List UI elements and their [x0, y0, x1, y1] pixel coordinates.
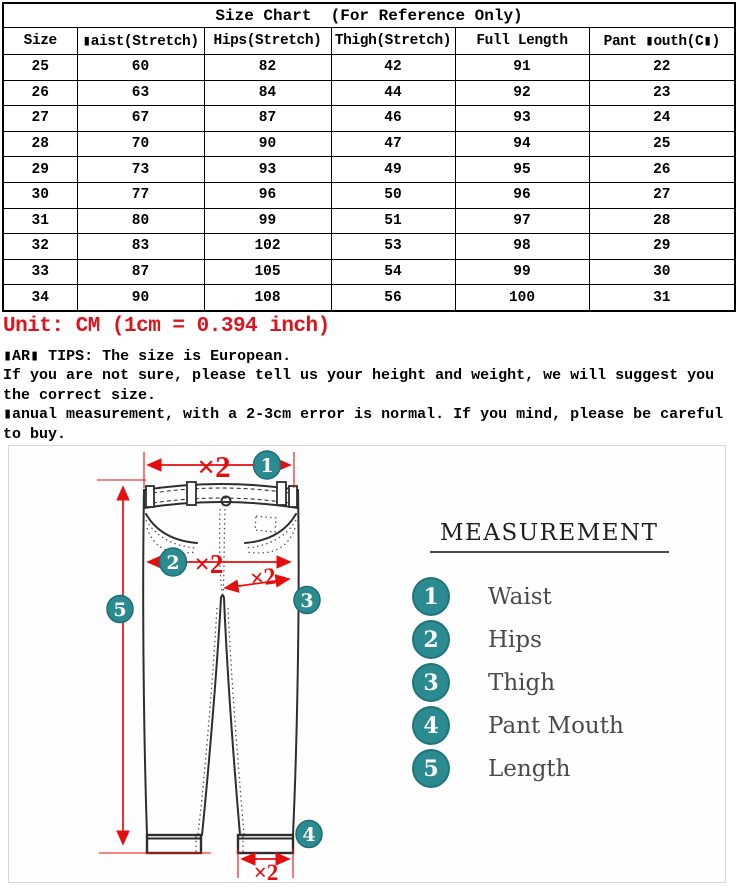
table-cell: 80 — [77, 208, 204, 234]
table-cell: 95 — [455, 157, 589, 183]
thigh-dimension — [225, 564, 289, 593]
legend-item-label: Thigh — [488, 669, 556, 696]
warm-tips — [3, 347, 723, 444]
column-header: Size — [3, 28, 77, 55]
table-cell: 63 — [77, 80, 204, 106]
table-row — [3, 285, 735, 311]
table-cell: 33 — [3, 259, 77, 285]
table-title: Size Chart (For Reference Only) — [3, 3, 735, 28]
pants-measurement-diagram — [8, 445, 726, 883]
legend-number-badge: 2 — [412, 620, 450, 659]
table-cell: 90 — [204, 131, 331, 157]
legend-number-badge: 3 — [412, 663, 450, 702]
column-header: Pant ▮outh(C▮) — [589, 28, 735, 55]
table-cell: 26 — [3, 80, 77, 106]
table-row — [3, 80, 735, 106]
table-cell: 42 — [331, 55, 455, 81]
table-cell: 44 — [331, 80, 455, 106]
table-row — [3, 234, 735, 260]
waist-multiplier-label: ×2 — [197, 449, 231, 484]
table-title-row — [3, 3, 735, 28]
hips-multiplier-label: ×2 — [194, 549, 224, 579]
table-cell: 93 — [455, 106, 589, 132]
table-cell: 34 — [3, 285, 77, 311]
table-row — [3, 259, 735, 285]
table-cell: 82 — [204, 55, 331, 81]
table-cell: 25 — [589, 131, 735, 157]
thigh-badge-number: 3 — [300, 590, 314, 612]
tips-line: to buy. — [3, 425, 67, 443]
table-cell: 56 — [331, 285, 455, 311]
unit-note: Unit: CM (1cm = 0.394 inch) — [3, 315, 330, 338]
pant-mouth-badge-number: 4 — [302, 824, 316, 846]
table-cell: 51 — [331, 208, 455, 234]
tips-line: the correct size. — [3, 386, 157, 404]
table-cell: 90 — [77, 285, 204, 311]
table-cell: 26 — [589, 157, 735, 183]
table-cell: 49 — [331, 157, 455, 183]
table-cell: 83 — [77, 234, 204, 260]
table-cell: 53 — [331, 234, 455, 260]
table-row — [3, 208, 735, 234]
header-row — [3, 28, 735, 55]
table-cell: 96 — [204, 182, 331, 208]
column-header: Full Length — [455, 28, 589, 55]
table-cell: 91 — [455, 55, 589, 81]
tips-line: If you are not sure, please tell us your height and weight, we will suggest you — [3, 367, 715, 385]
waist-badge-number: 1 — [260, 455, 274, 477]
table-cell: 99 — [204, 208, 331, 234]
pant-mouth-badge — [296, 821, 322, 848]
legend-number-badge: 4 — [412, 706, 450, 745]
tips-line: ▮AR▮ TIPS: The size is European. — [3, 348, 292, 365]
table-row — [3, 182, 735, 208]
table-row — [3, 55, 735, 81]
table-cell: 73 — [77, 157, 204, 183]
legend-item-label: Waist — [488, 583, 552, 610]
table-cell: 87 — [204, 106, 331, 132]
table-cell: 47 — [331, 131, 455, 157]
table-cell: 24 — [589, 106, 735, 132]
table-cell: 102 — [204, 234, 331, 260]
hips-badge — [160, 548, 187, 576]
table-cell: 94 — [455, 131, 589, 157]
length-dimension — [97, 480, 211, 853]
table-cell: 31 — [3, 208, 77, 234]
column-header: Thigh(Stretch) — [331, 28, 455, 55]
table-cell: 46 — [331, 106, 455, 132]
table-cell: 93 — [204, 157, 331, 183]
table-cell: 28 — [3, 131, 77, 157]
legend-item — [412, 661, 624, 704]
length-badge-number: 5 — [113, 599, 127, 621]
tips-line: ▮anual measurement, with a 2-3cm error is normal. If you mind, please be careful — [3, 406, 724, 424]
hips-badge-number: 2 — [166, 552, 180, 574]
table-cell: 87 — [77, 259, 204, 285]
table-cell: 108 — [204, 285, 331, 311]
table-cell: 96 — [455, 182, 589, 208]
column-header: Hips(Stretch) — [204, 28, 331, 55]
column-header: ▮aist(Stretch) — [77, 28, 204, 55]
table-cell: 27 — [3, 106, 77, 132]
table-cell: 27 — [589, 182, 735, 208]
legend-item-label: Pant Mouth — [488, 712, 624, 739]
table-cell: 29 — [589, 234, 735, 260]
legend-item-label: Hips — [488, 626, 542, 653]
table-cell: 29 — [3, 157, 77, 183]
table-cell: 22 — [589, 55, 735, 81]
table-cell: 100 — [455, 285, 589, 311]
measurement-legend-list — [412, 575, 624, 790]
table-row — [3, 131, 735, 157]
table-cell: 84 — [204, 80, 331, 106]
table-row — [3, 106, 735, 132]
table-cell: 23 — [589, 80, 735, 106]
table-cell: 28 — [589, 208, 735, 234]
length-badge — [107, 596, 133, 623]
table-cell: 54 — [331, 259, 455, 285]
table-cell: 70 — [77, 131, 204, 157]
table-cell: 60 — [77, 55, 204, 81]
legend-item — [412, 747, 624, 790]
legend-item-label: Length — [488, 755, 571, 782]
waist-badge — [254, 451, 281, 479]
legend-item — [412, 704, 624, 747]
table-cell: 32 — [3, 234, 77, 260]
table-cell: 67 — [77, 106, 204, 132]
table-cell: 77 — [77, 182, 204, 208]
measurement-legend-title: MEASUREMENT — [430, 520, 669, 553]
table-cell: 99 — [455, 259, 589, 285]
pant-mouth-multiplier-label: ×2 — [253, 860, 279, 884]
table-cell: 50 — [331, 182, 455, 208]
legend-number-badge: 5 — [412, 749, 450, 788]
thigh-badge — [294, 587, 320, 614]
pants-outline-group — [143, 482, 298, 853]
table-cell: 105 — [204, 259, 331, 285]
pant-mouth-dimension — [238, 849, 293, 884]
legend-number-badge: 1 — [412, 577, 450, 616]
table-cell: 92 — [455, 80, 589, 106]
table-cell: 31 — [589, 285, 735, 311]
table-cell: 30 — [3, 182, 77, 208]
legend-item — [412, 618, 624, 661]
table-row — [3, 157, 735, 183]
size-table — [2, 2, 736, 312]
table-cell: 97 — [455, 208, 589, 234]
table-cell: 98 — [455, 234, 589, 260]
legend-item — [412, 575, 624, 618]
table-body — [3, 55, 735, 311]
table-cell: 30 — [589, 259, 735, 285]
table-cell: 25 — [3, 55, 77, 81]
thigh-multiplier-label: ×2 — [248, 563, 278, 593]
